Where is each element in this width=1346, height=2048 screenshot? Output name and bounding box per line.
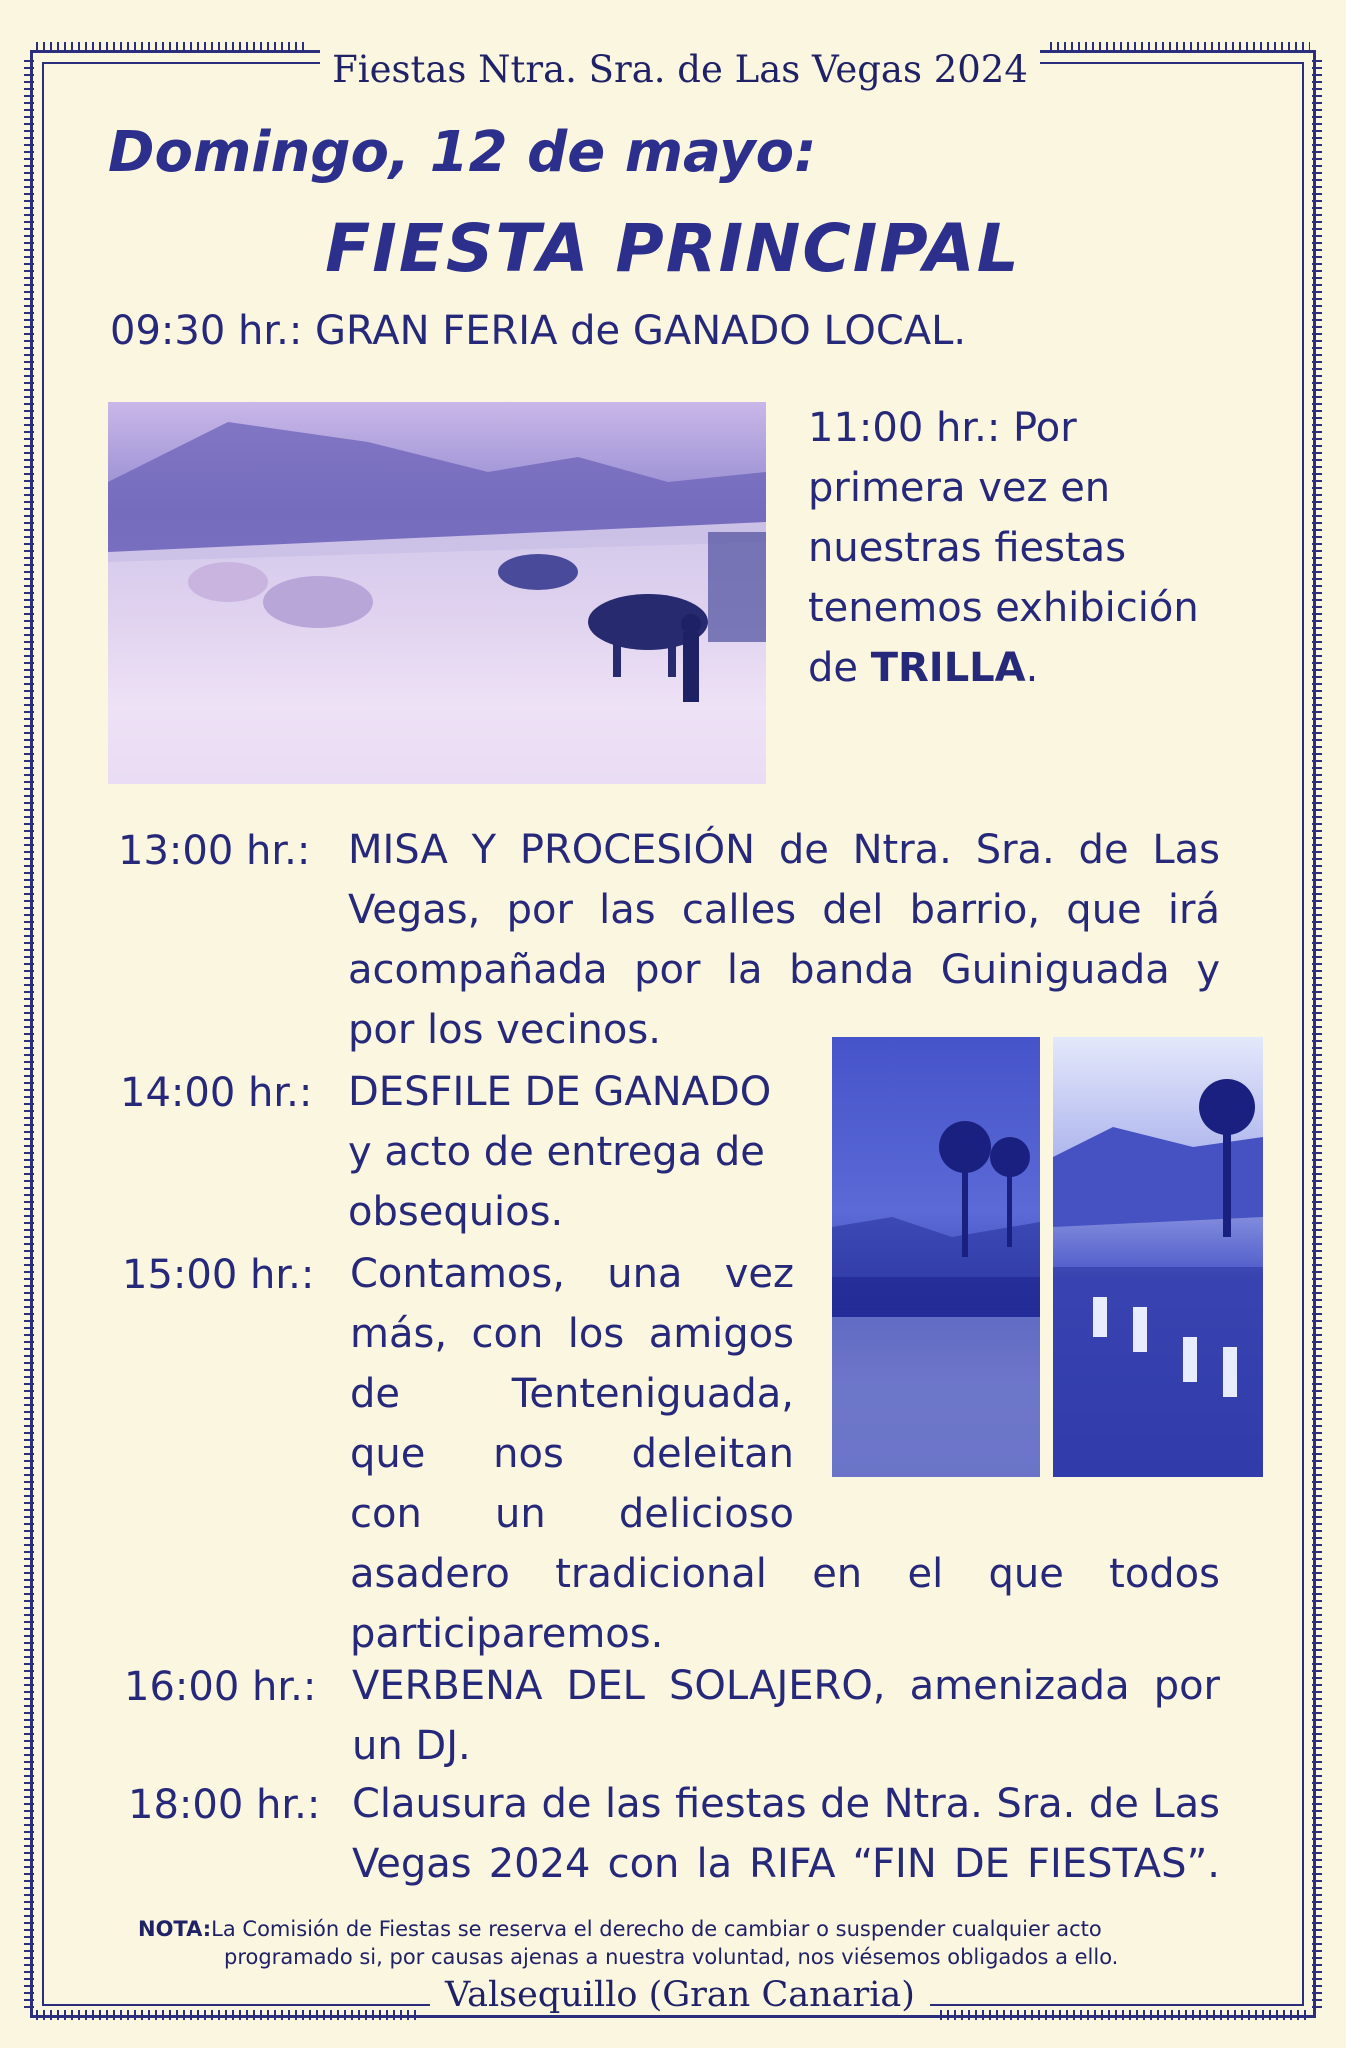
footer-location: Valsequillo (Gran Canaria)	[430, 1975, 930, 2015]
event-line: obsequios.	[348, 1189, 564, 1235]
crowd-photo	[1053, 1037, 1263, 1477]
time-label-1600: 16:00 hr.:	[124, 1664, 317, 1710]
event-line: Vegas 2024 con la RIFA “FIN DE FIESTAS”.	[352, 1841, 1220, 1887]
schedule-item-1100	[808, 398, 1228, 698]
event-text-1300: Vegas, por las calles del barrio, que irá	[348, 887, 1220, 933]
event-line: nuestras fiestas	[808, 525, 1127, 571]
event-text-1400	[348, 1062, 798, 1242]
border-ticks-left	[24, 60, 34, 2010]
event-line: más, con los amigos	[350, 1311, 794, 1357]
note-text: La Comisión de Fiestas se reserva el derecho de cambiar o suspender cualquier acto	[211, 1917, 1102, 1941]
border-ticks-bottom-left	[36, 2010, 416, 2020]
event-time-line: 11:00 hr.: Por	[808, 405, 1077, 451]
event-line: VERBENA DEL SOLAJERO, amenizada por	[352, 1663, 1220, 1709]
border-ticks-top-right	[1050, 42, 1310, 52]
event-text: GRAN FERIA de GANADO LOCAL.	[315, 308, 967, 354]
event-line: con un delicioso	[350, 1491, 794, 1537]
event-line: tenemos exhibición	[808, 585, 1199, 631]
note-line-2: programado si, por causas ajenas a nuestra voluntad, nos viésemos obligados a ello.	[224, 1945, 1119, 1969]
livestock-photo-art	[108, 402, 766, 784]
crowd-photo-art	[1053, 1037, 1263, 1477]
time-label-1800: 18:00 hr.:	[128, 1782, 321, 1828]
time-label-1500: 15:00 hr.:	[122, 1252, 315, 1298]
event-line: DESFILE DE GANADO	[348, 1069, 772, 1115]
event-line: Contamos, una vez	[350, 1251, 794, 1297]
event-line: un DJ.	[352, 1723, 471, 1769]
event-line: de Tenteniguada,	[350, 1371, 794, 1417]
event-line: y acto de entrega de	[348, 1129, 765, 1175]
note-label: NOTA:	[138, 1917, 212, 1941]
event-line-trilla	[808, 638, 1228, 698]
event-text-1300: MISA Y PROCESIÓN de Ntra. Sra. de Las	[348, 827, 1220, 873]
parade-photo-art	[832, 1037, 1040, 1477]
time-label-1400: 14:00 hr.:	[120, 1070, 313, 1116]
time-label-1300: 13:00 hr.:	[118, 828, 311, 874]
trilla-highlight: TRILLA	[870, 645, 1026, 691]
event-title: FIESTA PRINCIPAL	[325, 210, 1021, 287]
disclaimer-note	[138, 1915, 1262, 1971]
date-heading: Domingo, 12 de mayo:	[108, 120, 817, 185]
livestock-fair-photo	[108, 402, 766, 784]
event-text: de	[808, 645, 871, 691]
note-line-1	[138, 1915, 1262, 1943]
schedule-item-0930	[110, 308, 966, 354]
event-text-1300: acompañada por la banda Guiniguada y	[348, 947, 1220, 993]
event-text-1300: por los vecinos.	[348, 1007, 661, 1053]
border-ticks-bottom-right	[940, 2010, 1310, 2020]
event-line: Clausura de las fiestas de Ntra. Sra. de Las	[352, 1781, 1220, 1827]
livestock-parade-photo	[832, 1037, 1040, 1477]
event-line: primera vez en	[808, 465, 1111, 511]
event-line: participaremos.	[350, 1611, 664, 1657]
event-line: asadero tradicional en el que todos	[350, 1551, 1220, 1597]
poster-header-title: Fiestas Ntra. Sra. de Las Vegas 2024	[320, 48, 1040, 91]
event-text: .	[1025, 645, 1039, 691]
border-ticks-right	[1312, 60, 1322, 2010]
border-ticks-top-left	[36, 42, 306, 52]
time-label: 09:30 hr.:	[110, 308, 303, 354]
event-line: que nos deleitan	[350, 1431, 794, 1477]
